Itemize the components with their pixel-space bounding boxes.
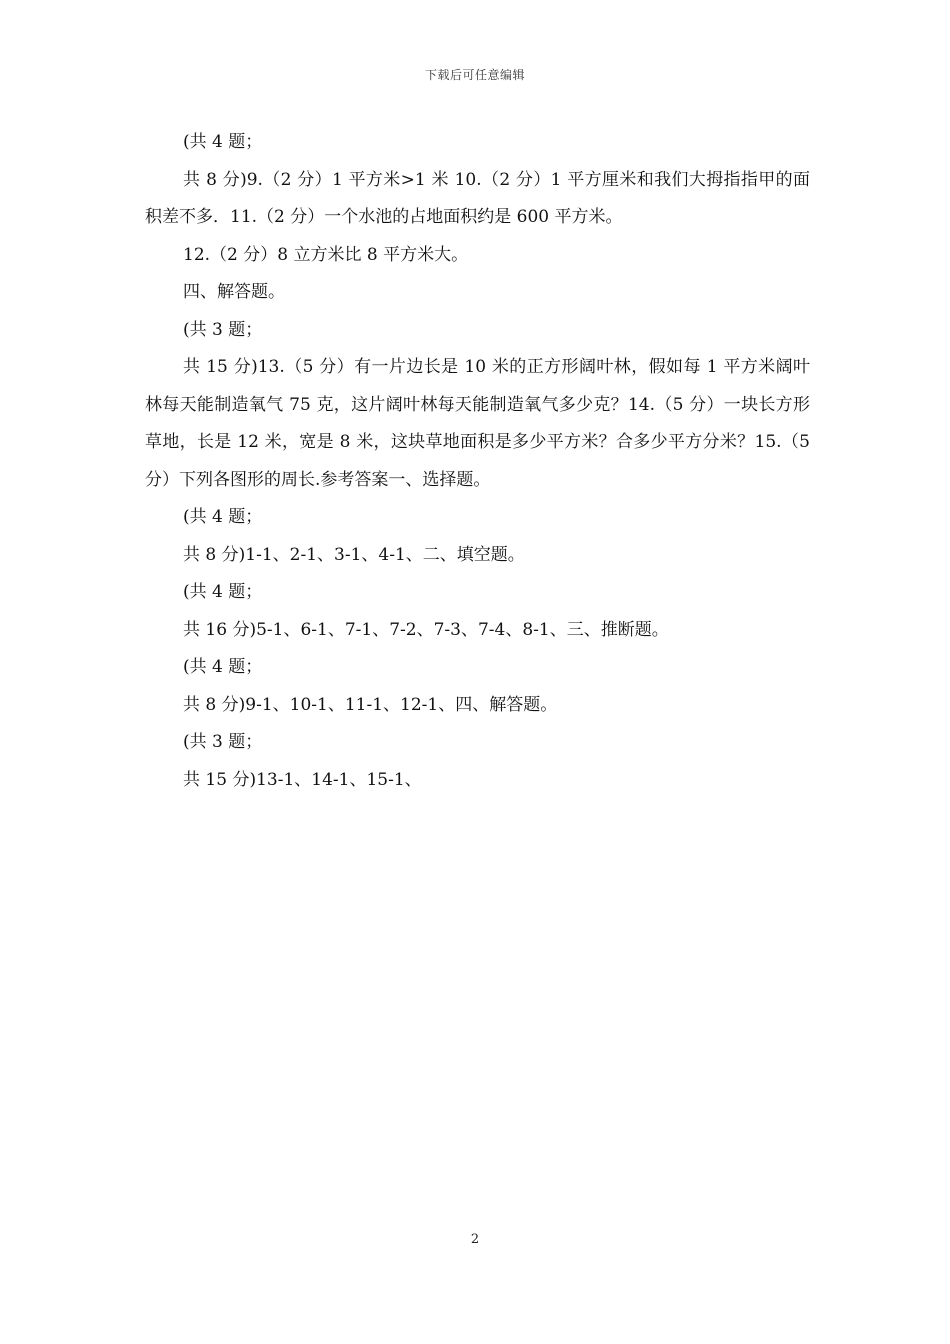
paragraph: 共 8 分)9.（2 分）1 平方米>1 米 10.（2 分）1 平方厘米和我们大拇指指甲的面积差不多．11.（2 分）一个水池的占地面积约是 600 平方米。 — [145, 169, 810, 227]
paragraph: 共 15 分)13-1、14-1、15-1、 — [183, 769, 422, 790]
paragraph: (共 4 题； — [183, 657, 263, 677]
document-body — [145, 124, 810, 799]
page-number: 2 — [470, 1232, 480, 1247]
section-heading: 四、解答题。 — [183, 282, 285, 302]
paragraph: 共 15 分)13.（5 分）有一片边长是 10 米的正方形阔叶林，假如每 1 平方米阔叶林每天能制造氧气 75 克，这片阔叶林每天能制造氧气多少克？14.（5 分）一块长方形草地，长是 12 米，宽是 8 米，这块草地面积是多少平方米？合多少平方分米？15.（5 分）下列各图形的周长.参考答案一、选择题。 — [145, 357, 810, 490]
paragraph: (共 4 题； — [183, 582, 263, 602]
paragraph: 共 8 分)1-1、2-1、3-1、4-1、二、填空题。 — [183, 544, 525, 565]
page-header: 下载后可任意编辑 — [424, 68, 525, 82]
paragraph: 共 8 分)9-1、10-1、11-1、12-1、四、解答题。 — [183, 694, 558, 715]
paragraph: (共 3 题； — [183, 732, 263, 752]
paragraph: (共 4 题； — [183, 132, 263, 152]
paragraph: 共 16 分)5-1、6-1、7-1、7-2、7-3、7-4、8-1、三、推断题。 — [183, 619, 669, 640]
paragraph: (共 3 题； — [183, 319, 263, 340]
paragraph: (共 4 题； — [183, 507, 263, 527]
paragraph: 12.（2 分）8 立方米比 8 平方米大。 — [183, 244, 469, 265]
